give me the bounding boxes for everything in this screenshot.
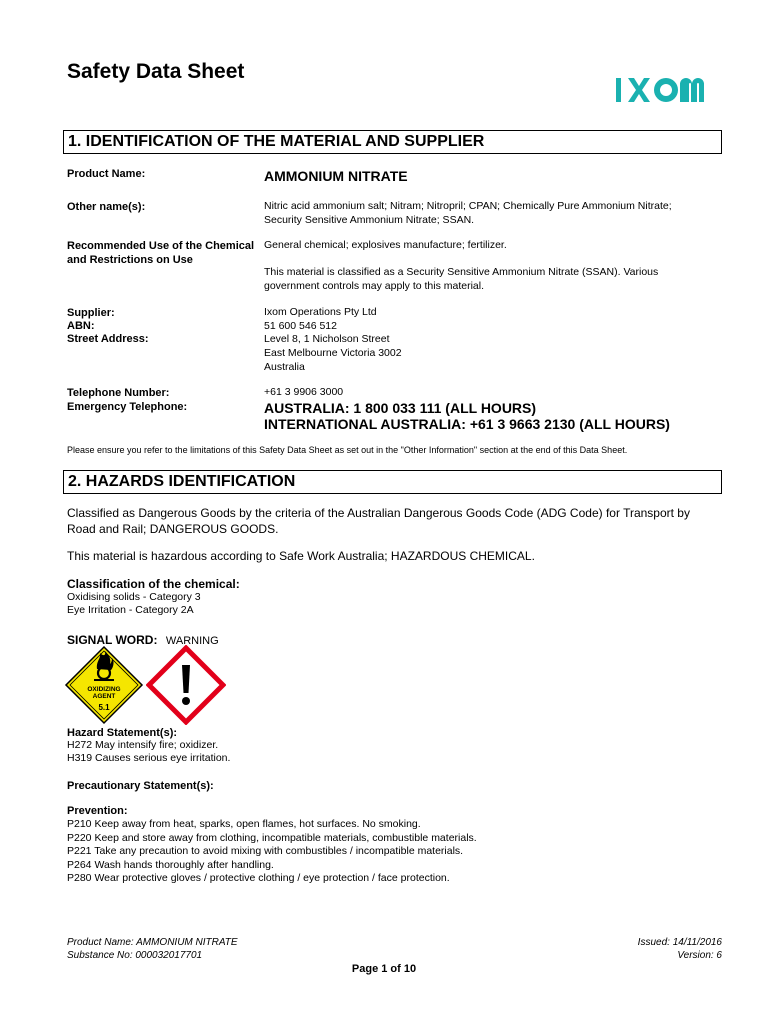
telephone-label: Telephone Number:: [67, 387, 170, 399]
emergency-australia: AUSTRALIA: 1 800 033 111 (ALL HOURS): [264, 400, 537, 416]
precaution-p220: P220 Keep and store away from clothing, incompatible materials, combustible materials.: [67, 832, 477, 844]
section-1-heading: 1. IDENTIFICATION OF THE MATERIAL AND SUPPLIER: [63, 130, 722, 154]
address-line-1: Level 8, 1 Nicholson Street: [264, 333, 390, 345]
abn-value: 51 600 546 512: [264, 320, 337, 332]
abn-label: ABN:: [67, 320, 95, 332]
product-name-value: AMMONIUM NITRATE: [264, 168, 408, 184]
telephone-value: +61 3 9906 3000: [264, 386, 344, 398]
signal-word-value: WARNING: [165, 635, 219, 647]
other-names-line-2: Security Sensitive Ammonium Nitrate; SSAN.: [264, 214, 475, 226]
product-name-label: Product Name:: [67, 168, 146, 180]
precautionary-statements-heading: Precautionary Statement(s):: [67, 780, 214, 792]
ssan-note-line-1: This material is classified as a Security Sensitive Ammonium Nitrate (SSAN). Various: [264, 266, 659, 278]
precaution-p210: P210 Keep away from heat, sparks, open flames, hot surfaces. No smoking.: [67, 818, 421, 830]
hazard-statements-heading: Hazard Statement(s):: [67, 727, 178, 739]
emergency-telephone-label: Emergency Telephone:: [67, 401, 188, 413]
other-names-line-1: Nitric acid ammonium salt; Nitram; Nitropril; CPAN; Chemically Pure Ammonium Nitrate;: [264, 200, 672, 212]
hazardous-chemical-statement: This material is hazardous according to Safe Work Australia; HAZARDOUS CHEMICAL.: [67, 549, 535, 563]
section-2-heading: 2. HAZARDS IDENTIFICATION: [63, 470, 722, 494]
emergency-international: INTERNATIONAL AUSTRALIA: +61 3 9663 2130 (ALL HOURS): [264, 416, 670, 432]
ixom-logo: [614, 72, 710, 113]
street-address-label: Street Address:: [67, 333, 149, 345]
footer-substance-number: Substance No: 000032017701: [67, 950, 203, 961]
exclamation-mark-pictogram-icon: [146, 645, 226, 725]
page-number: Page 1 of 10: [351, 963, 417, 975]
placard-text-2: AGENT: [92, 693, 116, 700]
placard-text-1: OXIDIZING: [87, 686, 121, 693]
hazard-h272: H272 May intensify fire; oxidizer.: [67, 739, 219, 751]
supplier-label: Supplier:: [67, 307, 115, 319]
dangerous-goods-line-1: Classified as Dangerous Goods by the criteria of the Australian Dangerous Goods Code (ADG Code) for Transport by: [67, 506, 690, 520]
precaution-p280: P280 Wear protective gloves / protective clothing / eye protection / face protection.: [67, 872, 450, 884]
classification-item-2: Eye Irritation - Category 2A: [67, 604, 194, 616]
oxidizing-agent-placard-icon: [64, 645, 144, 725]
address-line-2: East Melbourne Victoria 3002: [264, 347, 402, 359]
document-title: Safety Data Sheet: [67, 60, 245, 83]
footer-issued-date: Issued: 14/11/2016: [637, 937, 722, 948]
classification-item-1: Oxidising solids - Category 3: [67, 591, 201, 603]
recommended-use-label-2: and Restrictions on Use: [67, 254, 193, 266]
prevention-heading: Prevention:: [67, 805, 128, 817]
ixom-logo-mark: [614, 72, 710, 108]
footer-product-name: Product Name: AMMONIUM NITRATE: [67, 937, 238, 948]
recommended-use-value: General chemical; explosives manufacture; fertilizer.: [264, 239, 507, 251]
precaution-p221: P221 Take any precaution to avoid mixing with combustibles / incompatible materials.: [67, 845, 464, 857]
footer-version: Version: 6: [677, 950, 722, 961]
supplier-value: Ixom Operations Pty Ltd: [264, 306, 377, 318]
limitations-note: Please ensure you refer to the limitations of this Safety Data Sheet as set out in the "Other Information" section at the end of this Data Sheet.: [67, 445, 628, 455]
recommended-use-label-1: Recommended Use of the Chemical: [67, 240, 255, 252]
placard-class-number: 5.1: [98, 703, 110, 712]
hazard-h319: H319 Causes serious eye irritation.: [67, 752, 231, 764]
other-names-label: Other name(s):: [67, 201, 146, 213]
classification-heading: Classification of the chemical:: [67, 577, 240, 591]
signal-word-label: SIGNAL WORD:: [67, 633, 158, 647]
dangerous-goods-line-2: Road and Rail; DANGEROUS GOODS.: [67, 522, 279, 536]
address-line-3: Australia: [264, 361, 305, 373]
precaution-p264: P264 Wash hands thoroughly after handling.: [67, 859, 274, 871]
ssan-note-line-2: government controls may apply to this material.: [264, 280, 485, 292]
